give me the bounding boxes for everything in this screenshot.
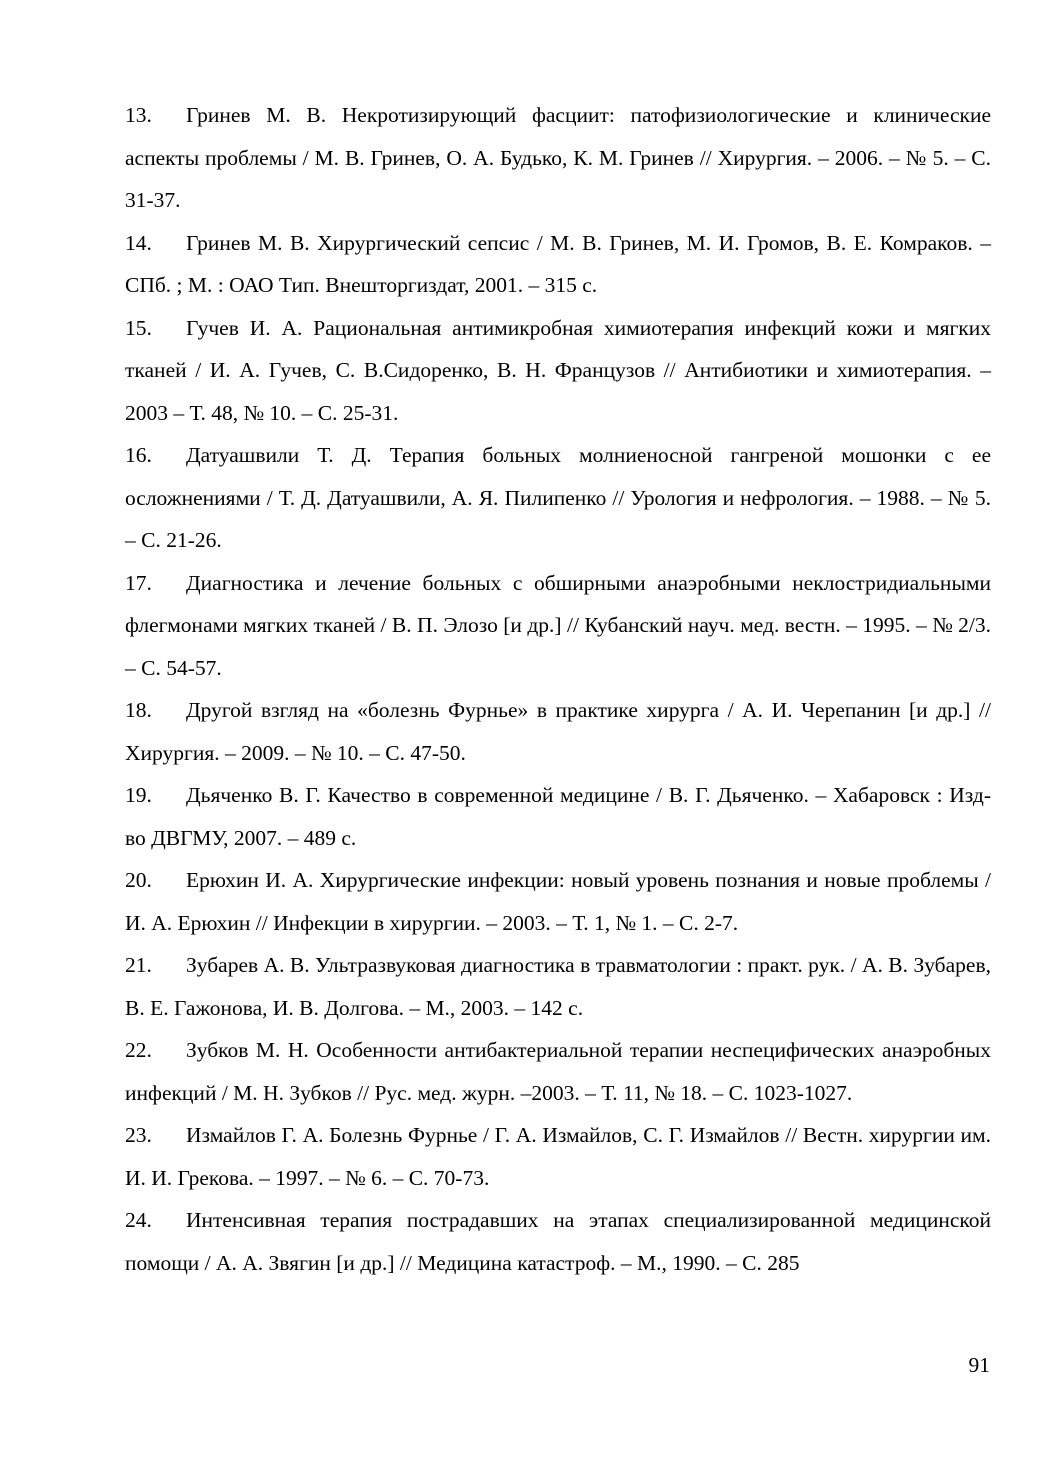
reference-number: 15. bbox=[125, 315, 152, 340]
reference-text: Другой взгляд на «болезнь Фурнье» в практике хирурга / А. И. Черепанин [и др.] // Хирургия. – 2009. – № 10. – С. 47-50. bbox=[125, 698, 991, 765]
reference-text: Гринев М. В. Некротизирующий фасциит: патофизиологические и клинические аспекты проблемы / М. В. Гринев, О. А. Будько, К. М. Гринев // Хирургия. – 2006. – № 5. – С. 31-37. bbox=[125, 103, 991, 212]
reference-text: Датуашвили Т. Д. Терапия больных молниеносной гангреной мошонки с ее осложнениями / Т. Д. Датуашвили, А. Я. Пилипенко // Урология и нефрология. – 1988. – № 5. – С. 21-26. bbox=[125, 443, 991, 552]
reference-item bbox=[125, 1199, 991, 1284]
reference-number: 18. bbox=[125, 698, 152, 722]
reference-number: 13. bbox=[125, 103, 152, 127]
reference-item bbox=[125, 434, 991, 562]
reference-text: Дьяченко В. Г. Качество в современной медицине / В. Г. Дьяченко. – Хабаровск : Изд-во ДВГМУ, 2007. – 489 с. bbox=[125, 783, 991, 850]
reference-number: 24. bbox=[125, 1208, 152, 1232]
reference-number: 20. bbox=[125, 868, 152, 892]
reference-item bbox=[125, 859, 991, 944]
reference-number: 16. bbox=[125, 443, 152, 467]
page-number: 91 bbox=[968, 1353, 990, 1377]
reference-item bbox=[125, 689, 991, 774]
reference-text: Зубарев А. В. Ультразвуковая диагностика в травматологии : практ. рук. / А. В. Зубарев, В. Е. Гажонова, И. В. Долгова. – М., 2003. – 142 с. bbox=[125, 953, 991, 1020]
reference-number: 19. bbox=[125, 783, 152, 807]
reference-text: Ерюхин И. А. Хирургические инфекции: новый уровень познания и новые проблемы / И. А. Ерюхин // Инфекции в хирургии. – 2003. – Т. 1, № 1. – С. 2-7. bbox=[125, 868, 991, 935]
reference-list bbox=[125, 94, 991, 1284]
reference-item bbox=[125, 774, 991, 859]
reference-number: 21. bbox=[125, 953, 152, 977]
reference-text: Гучев И. А. Рациональная антимикробная химиотерапия инфекций кожи и мягких тканей / И. А. Гучев, С. В.Сидоренко, В. Н. Французов // Антибиотики и химиотерапия. – 2003 – Т. 48, № 10. – С. 25-31. bbox=[125, 315, 991, 425]
reference-item bbox=[125, 562, 991, 690]
reference-number: 23. bbox=[125, 1123, 152, 1147]
reference-text: Диагностика и лечение больных с обширными анаэробными неклостридиальными флегмонами мягких тканей / В. П. Элозо [и др.] // Кубанский науч. мед. вестн. – 1995. – № 2/3. – С. 54-57. bbox=[125, 570, 991, 680]
reference-item bbox=[125, 307, 991, 435]
reference-item bbox=[125, 1029, 991, 1114]
reference-text: Гринев М. В. Хирургический сепсис / М. В. Гринев, М. И. Громов, В. Е. Комраков. – СПб. ; М. : ОАО Тип. Внешторгиздат, 2001. – 315 с. bbox=[125, 230, 991, 297]
reference-text: Измайлов Г. А. Болезнь Фурнье / Г. А. Измайлов, С. Г. Измайлов // Вестн. хирургии им. И. И. Грекова. – 1997. – № 6. – С. 70-73. bbox=[125, 1123, 991, 1190]
reference-item bbox=[125, 1114, 991, 1199]
reference-number: 14. bbox=[125, 230, 152, 255]
reference-item bbox=[125, 94, 991, 222]
reference-item bbox=[125, 944, 991, 1029]
reference-item bbox=[125, 222, 991, 307]
reference-text: Интенсивная терапия пострадавших на этапах специализированной медицинской помощи / А. А. Звягин [и др.] // Медицина катастроф. – М., 1990. – С. 285 bbox=[125, 1208, 991, 1275]
reference-number: 17. bbox=[125, 570, 152, 595]
reference-number: 22. bbox=[125, 1038, 152, 1062]
reference-text: Зубков М. Н. Особенности антибактериальной терапии неспецифических анаэробных инфекций / М. Н. Зубков // Рус. мед. журн. –2003. – Т. 11, № 18. – С. 1023-1027. bbox=[125, 1038, 991, 1105]
